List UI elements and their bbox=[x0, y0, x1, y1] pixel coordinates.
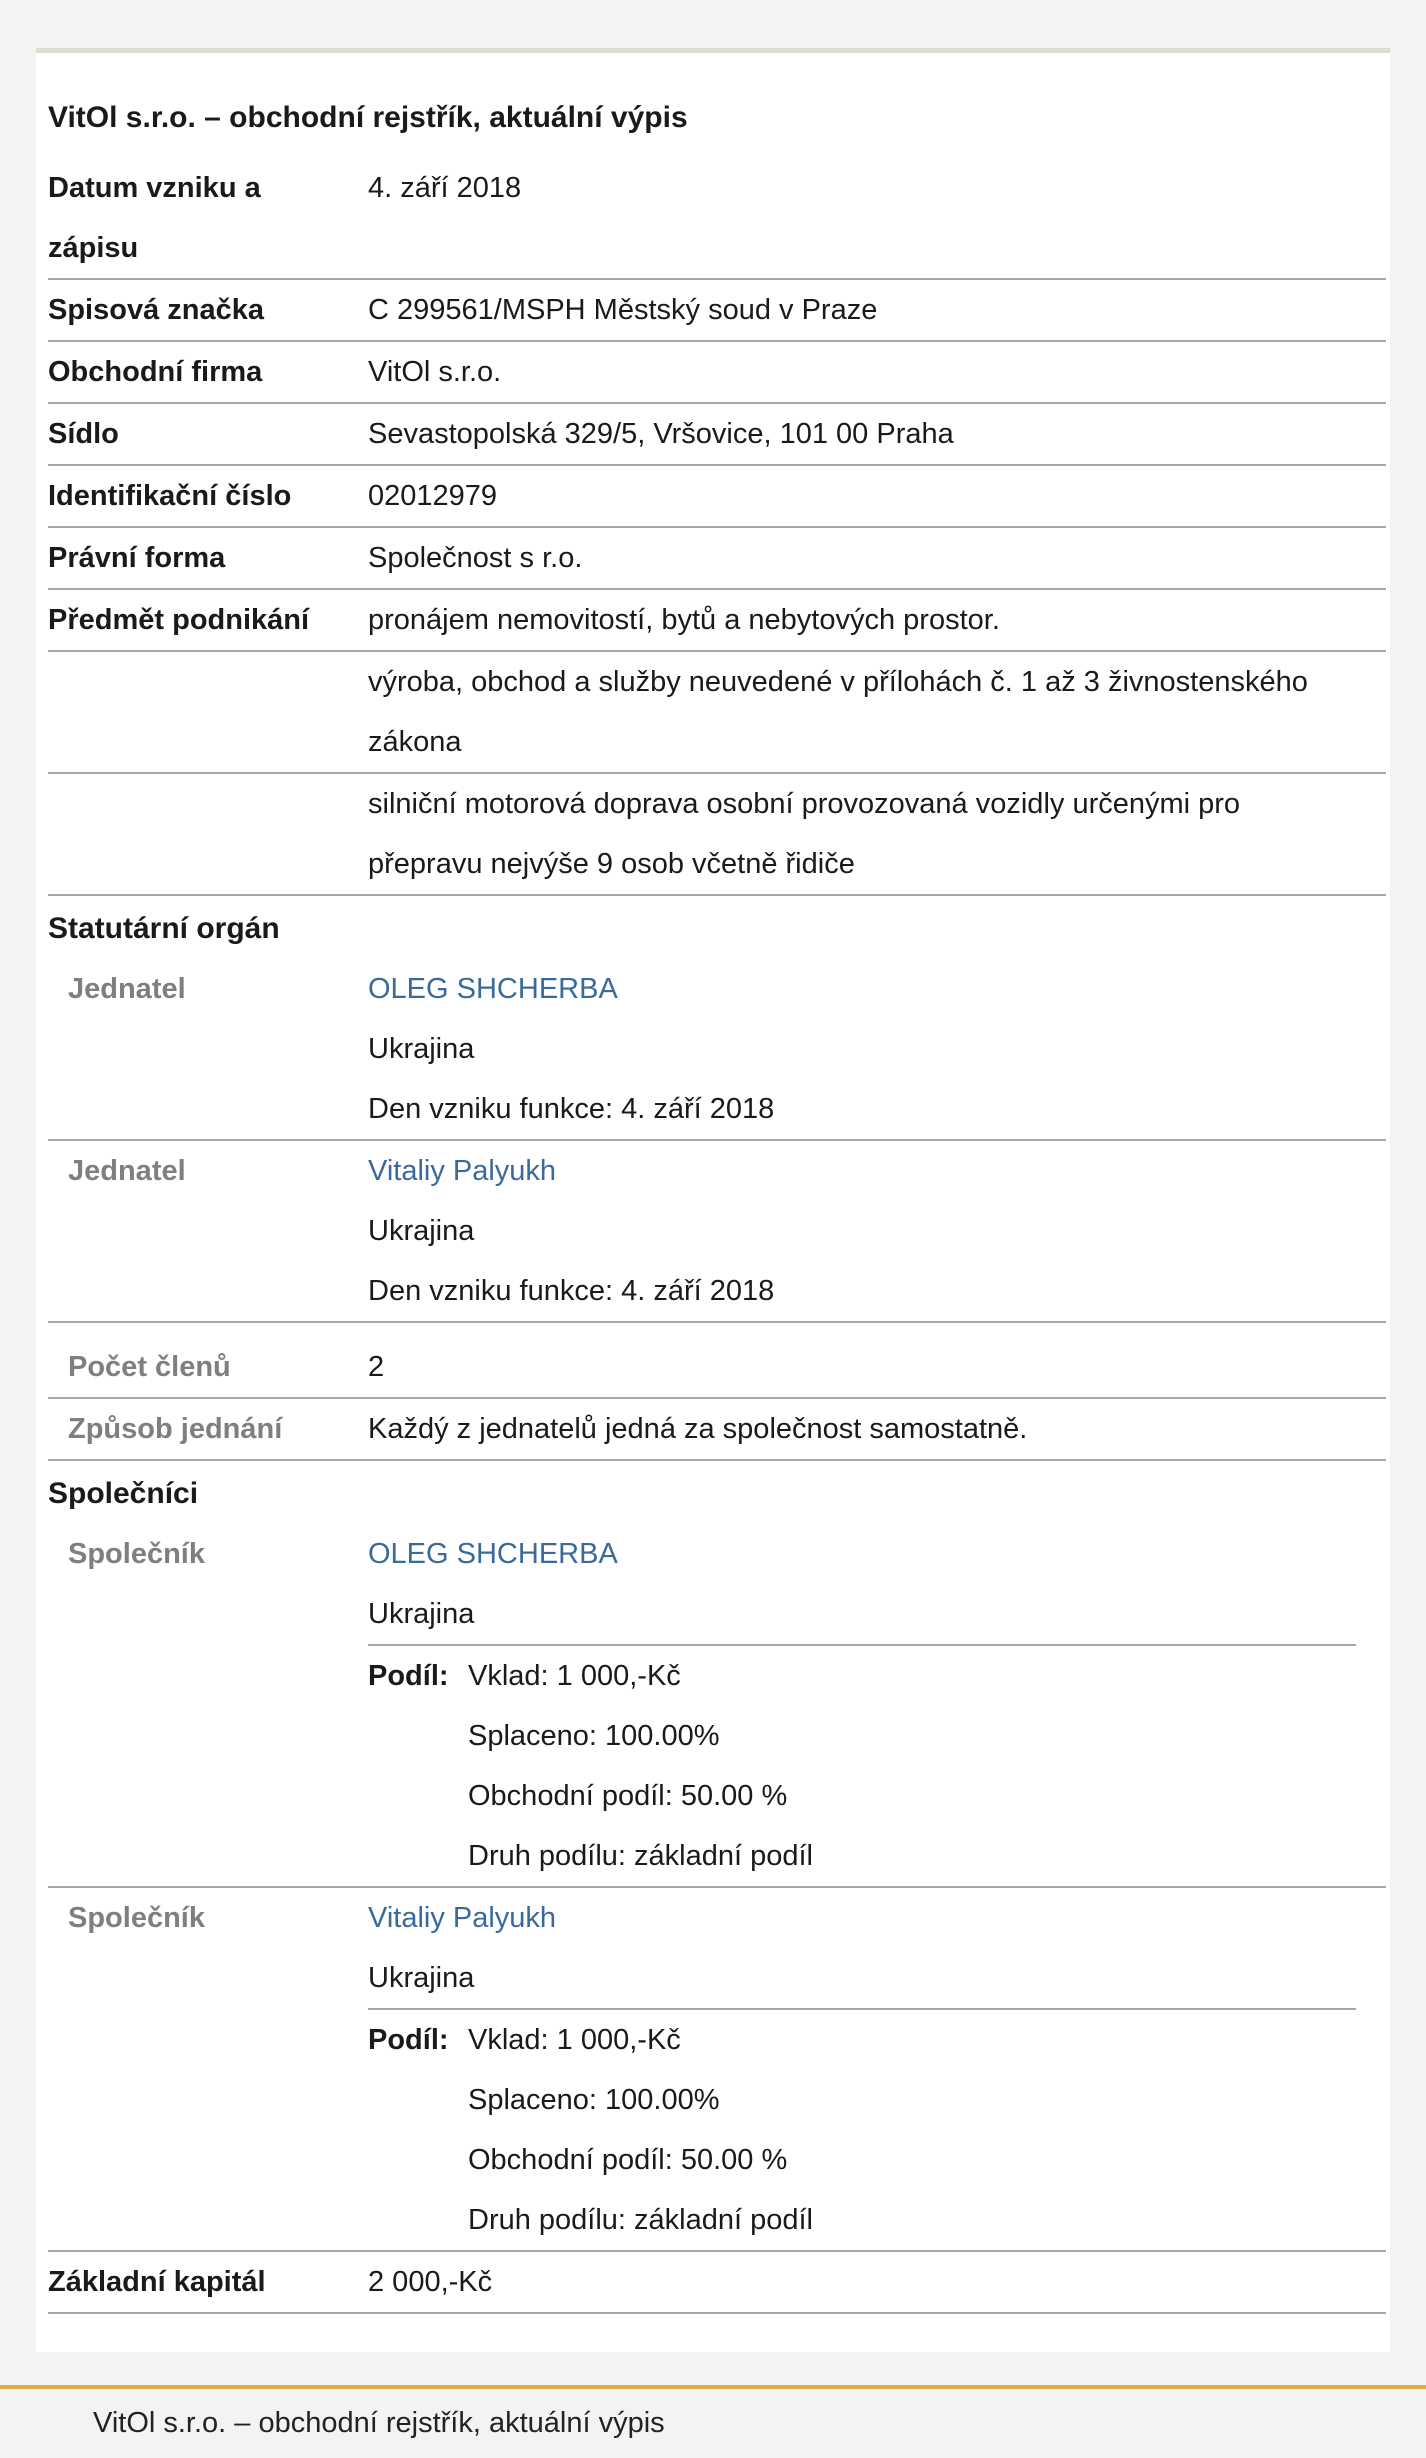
row-sidlo bbox=[48, 404, 1386, 466]
row-spisova-znacka bbox=[48, 280, 1386, 342]
row-obchodni-firma bbox=[48, 342, 1386, 404]
share-items bbox=[468, 1646, 1356, 1886]
member-details bbox=[368, 1888, 1386, 2250]
member-since: Den vzniku funkce: 4. září 2018 bbox=[368, 1093, 775, 1125]
share-splaceno: Splaceno: 100.00% bbox=[468, 1720, 720, 1752]
share-obchodni-podil: Obchodní podíl: 50.00 % bbox=[468, 2144, 788, 2176]
share-druh: Druh podílu: základní podíl bbox=[468, 2204, 813, 2236]
row-value: 2 bbox=[368, 1351, 385, 1383]
row-datum-vzniku bbox=[48, 158, 1386, 280]
row-label-line: zápisu bbox=[48, 232, 139, 264]
member-country: Ukrajina bbox=[368, 1962, 475, 1994]
member-details bbox=[368, 1524, 1386, 1886]
row-label-line: Datum vzniku a bbox=[48, 172, 261, 204]
row-label: Právní forma bbox=[48, 542, 226, 574]
row-value: 02012979 bbox=[368, 480, 498, 512]
member-role: Společník bbox=[68, 1902, 205, 1934]
row-label: Sídlo bbox=[48, 418, 119, 450]
shareholder bbox=[48, 1888, 1386, 2252]
row-value: 4. září 2018 bbox=[368, 172, 522, 204]
share-obchodni-podil: Obchodní podíl: 50.00 % bbox=[468, 1780, 788, 1812]
row-label: Obchodní firma bbox=[48, 356, 263, 388]
extract-card bbox=[36, 48, 1390, 2352]
member-name-link[interactable]: Vitaliy Palyukh bbox=[368, 1155, 557, 1187]
row-pravni-forma bbox=[48, 528, 1386, 590]
share-label: Podíl: bbox=[368, 2024, 449, 2056]
row-value: Společnost s r.o. bbox=[368, 542, 583, 574]
row-identifikacni-cislo bbox=[48, 466, 1386, 528]
member-role: Společník bbox=[68, 1538, 205, 1570]
row-value: 2 000,-Kč bbox=[368, 2266, 493, 2298]
member-country: Ukrajina bbox=[368, 1215, 475, 1247]
row-value: Sevastopolská 329/5, Vršovice, 101 00 Praha bbox=[368, 418, 954, 450]
business-activity: zákona bbox=[368, 726, 462, 758]
member-country: Ukrajina bbox=[368, 1598, 475, 1630]
member-since: Den vzniku funkce: 4. září 2018 bbox=[368, 1275, 775, 1307]
row-zakladni-kapital bbox=[48, 2252, 1386, 2314]
row-label: Způsob jednání bbox=[68, 1413, 283, 1445]
member-role: Jednatel bbox=[68, 1155, 186, 1187]
share-label: Podíl: bbox=[368, 1660, 449, 1692]
business-activity: silniční motorová doprava osobní provozovaná vozidly určenými pro bbox=[368, 788, 1241, 820]
row-pocet-clenu bbox=[48, 1337, 1386, 1399]
member-role: Jednatel bbox=[68, 973, 186, 1005]
row-predmet-podnikani-3 bbox=[48, 774, 1386, 896]
member-name-link[interactable]: OLEG SHCHERBA bbox=[368, 1538, 618, 1570]
page-title: VitOl s.r.o. – obchodní rejstřík, aktuální výpis bbox=[48, 101, 688, 134]
shareholder bbox=[48, 1524, 1386, 1888]
business-activity: přepravu nejvýše 9 osob včetně řidiče bbox=[368, 848, 855, 880]
row-label: Předmět podnikání bbox=[48, 604, 310, 636]
row-label: Základní kapitál bbox=[48, 2266, 266, 2298]
row-value: C 299561/MSPH Městský soud v Praze bbox=[368, 294, 878, 326]
row-value: Každý z jednatelů jedná za společnost samostatně. bbox=[368, 1413, 1028, 1445]
row-zpusob-jednani bbox=[48, 1399, 1386, 1461]
row-label: Spisová značka bbox=[48, 294, 264, 326]
statutory-member bbox=[48, 959, 1386, 1141]
section-title-statutarni-organ: Statutární orgán bbox=[48, 912, 280, 945]
row-label: Identifikační číslo bbox=[48, 480, 292, 512]
row-value bbox=[368, 590, 1386, 650]
footer bbox=[0, 2385, 1426, 2458]
share-block bbox=[368, 1644, 1356, 1886]
member-details bbox=[368, 959, 1386, 1139]
row-label: Počet členů bbox=[68, 1351, 231, 1383]
extract-content bbox=[48, 98, 1386, 2314]
section-title-spolecnici: Společníci bbox=[48, 1477, 199, 1510]
footer-text: VitOl s.r.o. – obchodní rejstřík, aktuální výpis bbox=[93, 2407, 665, 2439]
row-value bbox=[368, 652, 1386, 772]
row-predmet-podnikani bbox=[48, 590, 1386, 652]
share-block bbox=[368, 2008, 1356, 2250]
business-activity: pronájem nemovitostí, bytů a nebytových prostor. bbox=[368, 604, 1000, 636]
member-name-link[interactable]: OLEG SHCHERBA bbox=[368, 973, 618, 1005]
member-details bbox=[368, 1141, 1386, 1321]
share-vklad: Vklad: 1 000,-Kč bbox=[468, 1660, 681, 1692]
business-activity: výroba, obchod a služby neuvedené v přílohách č. 1 až 3 živnostenského bbox=[368, 666, 1308, 698]
share-items bbox=[468, 2010, 1356, 2250]
share-splaceno: Splaceno: 100.00% bbox=[468, 2084, 720, 2116]
row-label bbox=[48, 158, 368, 278]
row-value: VitOl s.r.o. bbox=[368, 356, 502, 388]
share-vklad: Vklad: 1 000,-Kč bbox=[468, 2024, 681, 2056]
member-country: Ukrajina bbox=[368, 1033, 475, 1065]
share-druh: Druh podílu: základní podíl bbox=[468, 1840, 813, 1872]
statutory-member bbox=[48, 1141, 1386, 1323]
row-value bbox=[368, 774, 1386, 894]
row-predmet-podnikani-2 bbox=[48, 652, 1386, 774]
member-name-link[interactable]: Vitaliy Palyukh bbox=[368, 1902, 557, 1934]
